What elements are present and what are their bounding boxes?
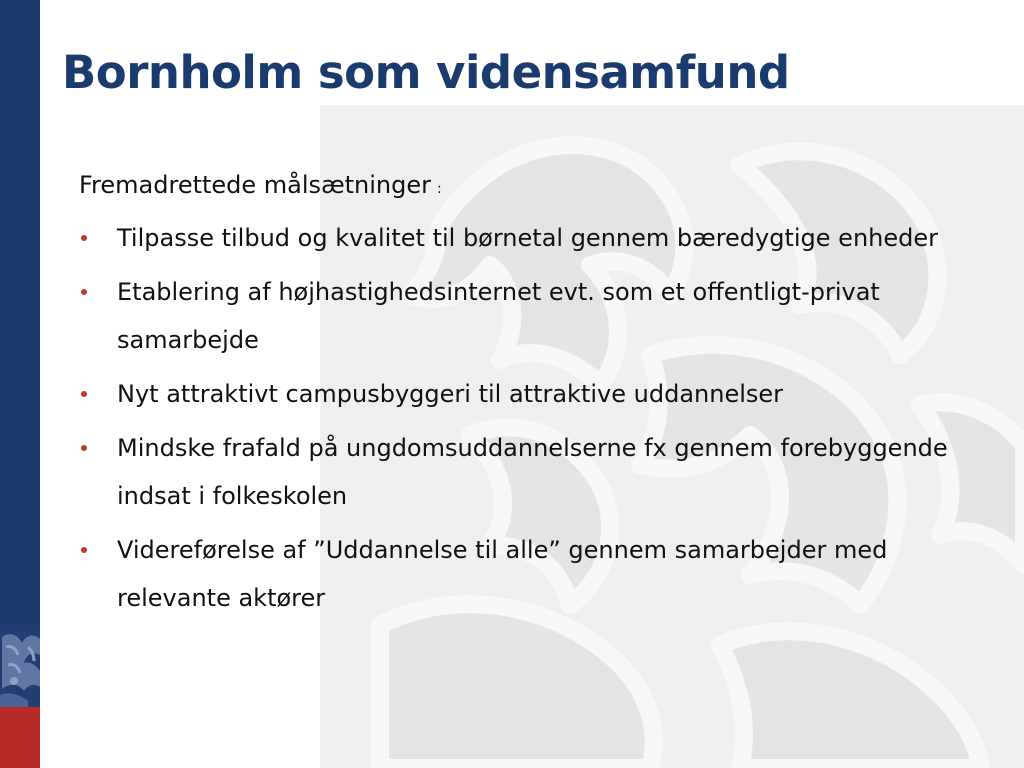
bullet-text: Mindske frafald på ungdomsuddannelserne fx gennem forebyggende indsat i folkeskolen xyxy=(117,434,948,510)
bullet-item xyxy=(79,268,979,364)
bullet-item xyxy=(79,526,979,622)
bullet-text: Tilpasse tilbud og kvalitet til børnetal gennem bæredygtige enheder xyxy=(117,224,938,252)
bullet-dot-icon xyxy=(81,547,87,553)
bullet-dot-icon xyxy=(81,445,87,451)
bullet-dot-icon xyxy=(81,391,87,397)
intro-line xyxy=(79,166,979,208)
bullet-item xyxy=(79,370,979,418)
bullet-item xyxy=(79,424,979,520)
bullet-item xyxy=(79,214,979,262)
red-brand-block xyxy=(0,707,40,768)
bullet-text: Videreførelse af ”Uddannelse til alle” gennem samarbejder med relevante aktører xyxy=(117,536,888,612)
left-brand-bar xyxy=(0,0,40,768)
intro-colon: : xyxy=(437,181,442,197)
intro-text: Fremadrettede målsætninger xyxy=(79,171,431,199)
bullet-dot-icon xyxy=(81,289,87,295)
coat-of-arms-emblem-icon xyxy=(0,625,40,707)
bullet-text: Etablering af højhastighedsinternet evt. som et offentligt-privat samarbejde xyxy=(117,278,880,354)
slide-content xyxy=(79,166,979,628)
bullet-list xyxy=(79,214,979,622)
bullet-dot-icon xyxy=(81,235,87,241)
slide-title: Bornholm som vidensamfund xyxy=(62,46,790,99)
bullet-text: Nyt attraktivt campusbyggeri til attraktive uddannelser xyxy=(117,380,784,408)
